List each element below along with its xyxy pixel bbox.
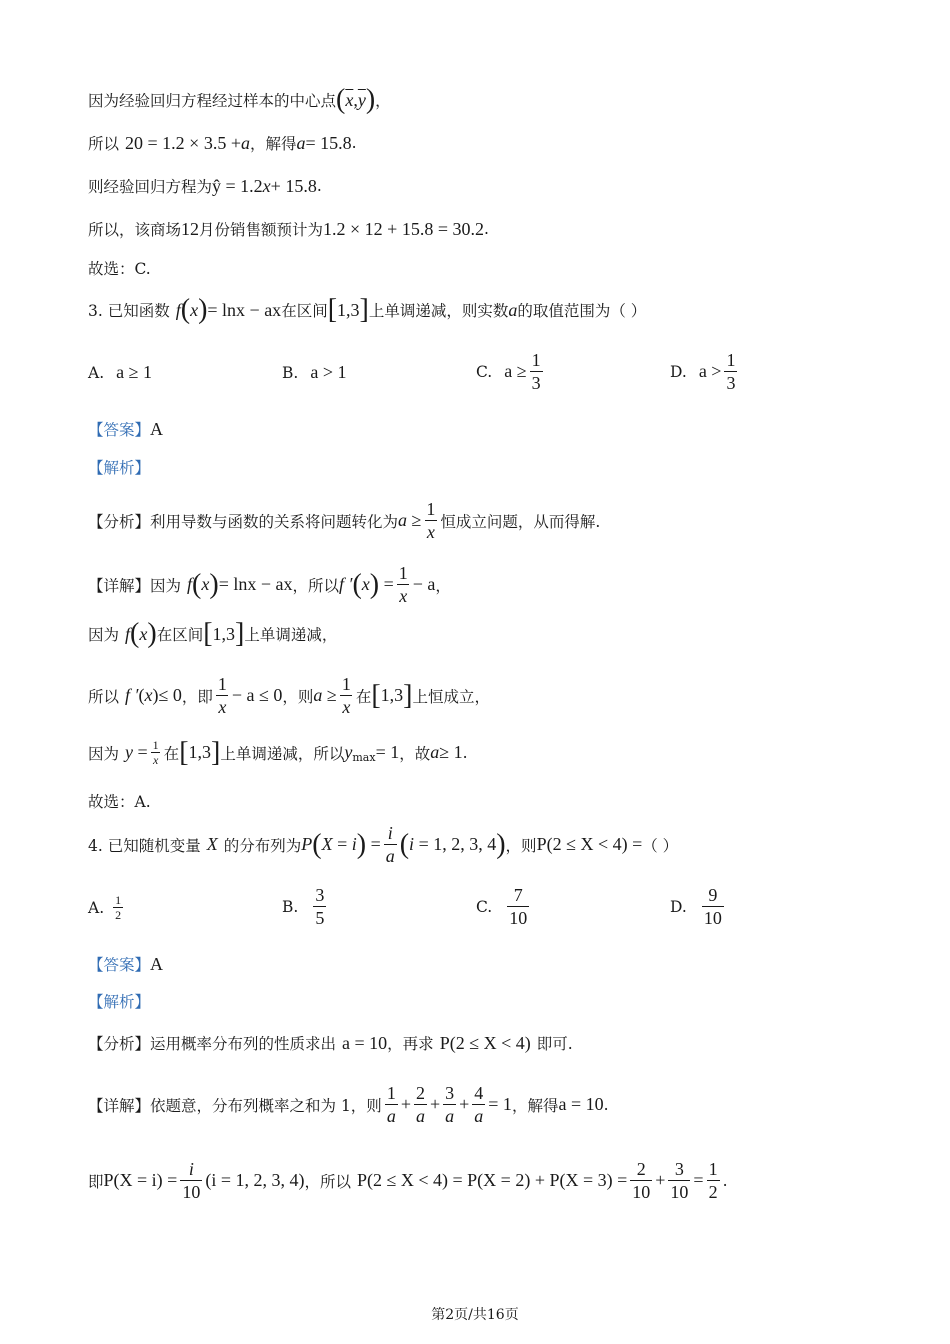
fraction: $\frac{1}{x}$ [426,499,436,542]
fraction: $\frac{3}{5}$ [315,885,325,928]
detail-3-line-1: 【详解】 因为 f ( x ) = lnx − ax ，所以 f ′ ( x ) = $\frac{1}{x}$ − a ， [88,563,451,606]
option-b: B. a > 1 [282,362,347,382]
fraction: $\frac{1}{x}$ [341,674,351,717]
fraction: $\frac{2}{10}$ [632,1159,651,1202]
fraction: $\frac{1}{x}$ [152,738,159,767]
line-regression-equation: 则经验回归方程为 ŷ = 1.2 x + 15.8 . [88,175,322,196]
fraction: $\frac{1}{2}$ [708,1159,718,1202]
option-a: A. a ≥ 1 [88,362,152,382]
jiexi-4: 【解析】 [88,993,151,1011]
fraction: $\frac{i}{10}$ [182,1159,201,1202]
fraction: $\frac{2}{a}$ [415,1083,425,1126]
option-c: C. a ≥ $\frac{1}{3}$ [476,350,541,393]
answer-3: 【答案】 A [88,418,164,439]
line-center-point: 因为经验回归方程经过样本的中心点 ( $\overline{x}$ , $\overline{y}$ ) ， [88,84,391,115]
detail-3-line-4: 因为 y = $\frac{1}{x}$ 在 [ 1,3 ] 上单调递减，所以 y max = 1 ，故 a ≥ 1 . [88,736,468,768]
fraction: $\frac{1}{3}$ [726,350,736,393]
fraction: $\frac{7}{10}$ [509,885,528,928]
detail-4-line-2: 即 P(X = i) = $\frac{i}{10}$ (i = 1, 2, 3, 4) ，所以 P(2 ≤ X < 4) = P(X = 2) + P(X = 3) = $\frac{2}{10}$ + $\frac{3}{10}$ = $\frac{1}{2}$ . [88,1159,728,1202]
detail-3-line-2: 因为 f ( x ) 在区间 [ 1,3 ] 上单调递减， [88,618,338,649]
fraction: $\frac{1}{a}$ [386,1083,396,1126]
fraction: $\frac{i}{a}$ [385,823,395,866]
fraction: $\frac{3}{10}$ [670,1159,689,1202]
option-d: D. a > $\frac{1}{3}$ [670,350,736,393]
option-d: D. $\frac{9}{10}$ [670,885,722,928]
question-4: 4. 已知随机变量 X 的分布列为 P ( X = i ) = $\frac{i}{a}$ ( i = 1, 2, 3, 4 ) ，则 P(2 ≤ X < 4) = （ ） [88,823,679,866]
option-c: C. $\frac{7}{10}$ [476,885,528,928]
fraction: $\frac{1}{x}$ [398,563,408,606]
answer-4: 【答案】 A [88,953,164,974]
fraction: $\frac{4}{a}$ [474,1083,484,1126]
detail-3-line-3: 所以 f ′ ( x ) ≤ 0 ，即 $\frac{1}{x}$ − a ≤ 0 ，则 a ≥ $\frac{1}{x}$ 在 [ 1,3 ] 上恒成立， [88,674,490,717]
line-solve-a: 所以 20 = 1.2 × 3.5 + a ，解得 a = 15.8 . [88,132,357,153]
analysis-4: 【分析】 运用概率分布列的性质求出 a = 10 ，再求 P(2 ≤ X < 4) 即可. [88,1032,573,1053]
option-a: A. $\frac{1}{2}$ [88,893,122,922]
detail-4-line-1: 【详解】 依题意，分布列概率之和为 1，则 $\frac{1}{a}$ + $\frac{2}{a}$ + $\frac{3}{a}$ + $\frac{4}{a}$ = 1 ，解得 a = 10 . [88,1083,609,1126]
fraction: $\frac{1}{2}$ [115,893,122,922]
option-b: B. $\frac{3}{5}$ [282,885,325,928]
line-select-c: 故选：C. [88,260,151,278]
fraction: $\frac{3}{a}$ [445,1083,455,1126]
fraction: $\frac{9}{10}$ [703,885,722,928]
line-select-a: 故选：A. [88,793,151,811]
line-forecast: 所以，该商场 12 月份销售额预计为 1.2 × 12 + 15.8 = 30.2 . [88,218,489,239]
page-footer: 第2页/共16页 [431,1307,519,1323]
fraction: $\frac{1}{3}$ [531,350,541,393]
analysis-3: 【分析】 利用导数与函数的关系将问题转化为 a ≥ $\frac{1}{x}$ 恒成立问题，从而得解. [88,499,601,542]
jiexi-3: 【解析】 [88,459,151,477]
question-3: 3. 已知函数 f ( x ) = lnx − ax 在区间 [ 1,3 ] 上单调递减，则实数 a 的取值范围为（ ） [88,294,647,325]
fraction: $\frac{1}{x}$ [217,674,227,717]
